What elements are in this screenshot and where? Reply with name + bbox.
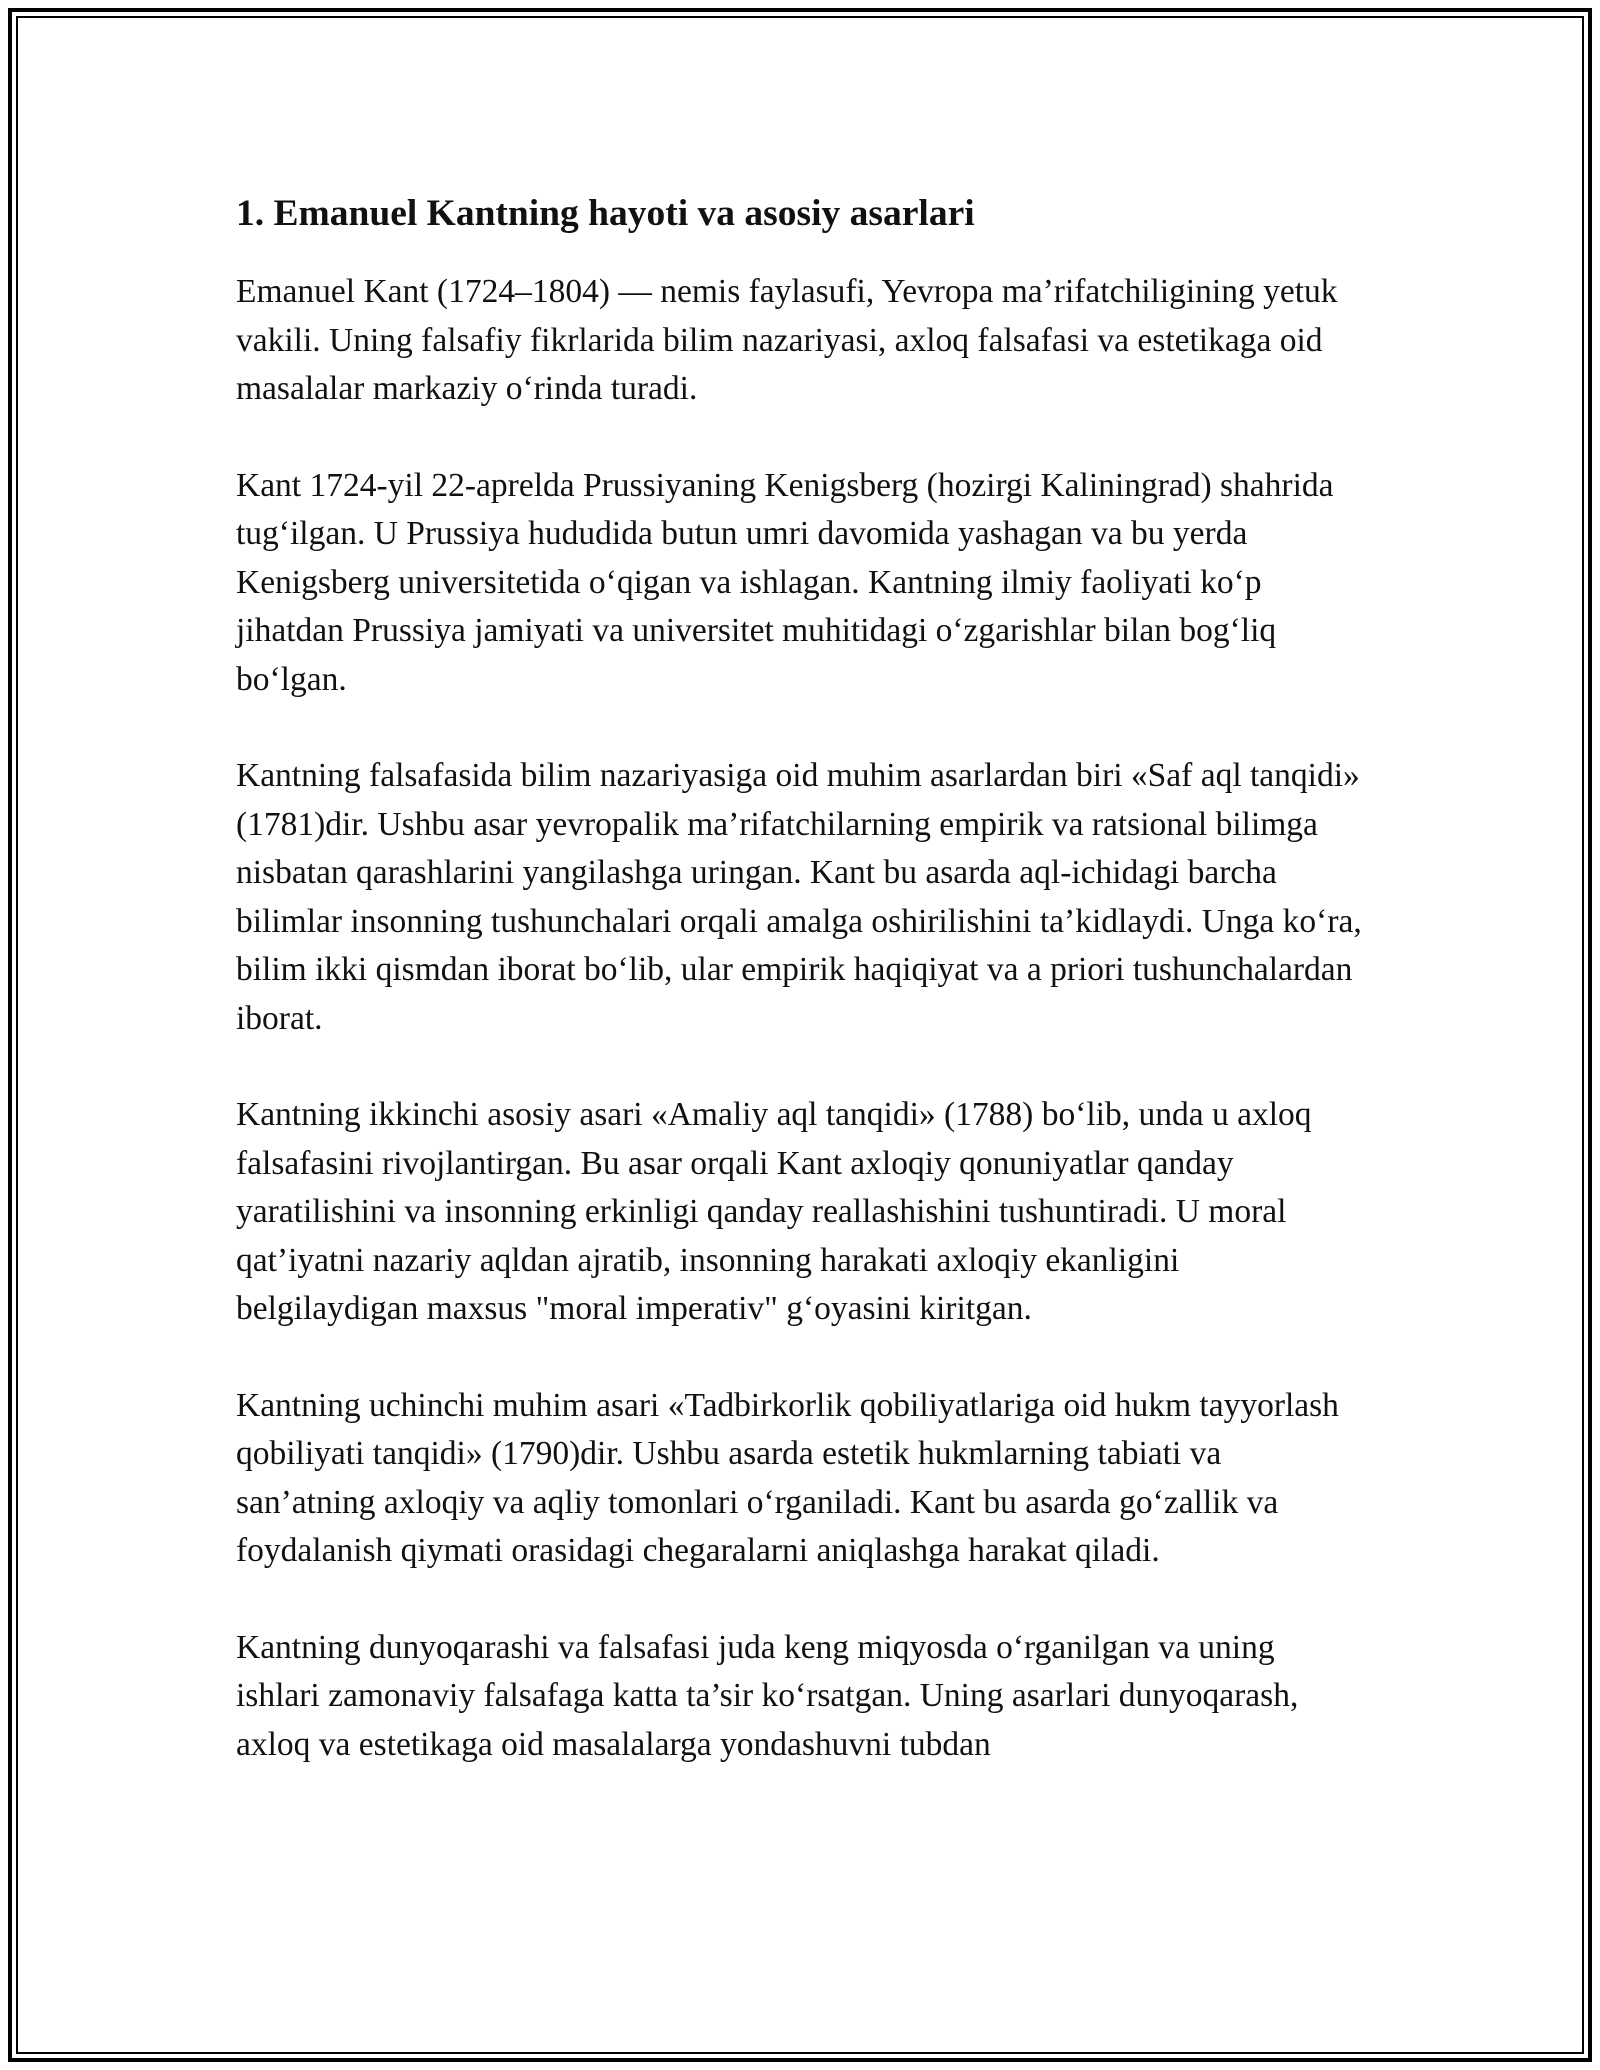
paragraph-pure-reason: Kantning falsafasida bilim nazariyasiga oid muhim asarlardan biri «Saf aql tanqidi» (1781)dir. Ushbu asar yevropalik ma’rifatchilarning empirik va ratsional bilimga nisbatan qarashlarini yangilashga uringan. Kant bu asarda aql-ichidagi barcha bilimlar insonning tushunchalari orqali amalga oshirilishini ta’kidlaydi. Unga ko‘ra, bilim ikki qismdan iborat bo‘lib, ular empirik haqiqiyat va a priori tushunchalardan iborat. bbox=[236, 757, 1362, 1037]
paragraph-practical-reason: Kantning ikkinchi asosiy asari «Amaliy aql tanqidi» (1788) bo‘lib, unda u axloq falsafasini rivojlantirgan. Bu asar orqali Kant axloqiy qonuniyatlar qanday yaratilishini va insonning erkinligi qanday reallashishini tushuntiradi. U moral qat’iyatni nazariy aqldan ajratib, insonning harakati axloqiy ekanligini belgilaydigan maxsus "moral imperativ" g‘oyasini kiritgan. bbox=[236, 1096, 1312, 1327]
section-heading: 1. Emanuel Kantning hayoti va asosiy asarlari bbox=[236, 193, 975, 234]
document-body bbox=[236, 186, 1366, 1817]
paragraph-biography: Kant 1724-yil 22-aprelda Prussiyaning Kenigsberg (hozirgi Kaliningrad) shahrida tug‘ilgan. U Prussiya hududida butun umri davomida yashagan va bu yerda Kenigsberg universitetida o‘qigan va ishlagan. Kantning ilmiy faoliyati ko‘p jihatdan Prussiya jamiyati va universitet muhitidagi o‘zgarishlar bilan bog‘liq bo‘lgan. bbox=[236, 466, 1334, 698]
paragraph-legacy: Kantning dunyoqarashi va falsafasi juda keng miqyosda o‘rganilgan va uning ishlari zamonaviy falsafaga katta ta’sir ko‘rsatgan. Uning asarlari dunyoqarash, axloq va estetikaga oid masalalarga yondashuvni tubdan bbox=[236, 1628, 1299, 1763]
paragraph-judgment: Kantning uchinchi muhim asari «Tadbirkorlik qobiliyatlariga oid hukm tayyorlash qobiliyati tanqidi» (1790)dir. Ushbu asarda estetik hukmlarning tabiati va san’atning axloqiy va aqliy tomonlari o‘rganiladi. Kant bu asarda go‘zallik va foydalanish qiymati orasidagi chegaralarni aniqlashga harakat qiladi. bbox=[236, 1386, 1339, 1569]
paragraph-introduction: Emanuel Kant (1724–1804) — nemis faylasufi, Yevropa ma’rifatchiligining yetuk vakili. Uning falsafiy fikrlarida bilim nazariyasi, axloq falsafasi va estetikaga oid masalalar markaziy o‘rinda turadi. bbox=[236, 273, 1338, 407]
